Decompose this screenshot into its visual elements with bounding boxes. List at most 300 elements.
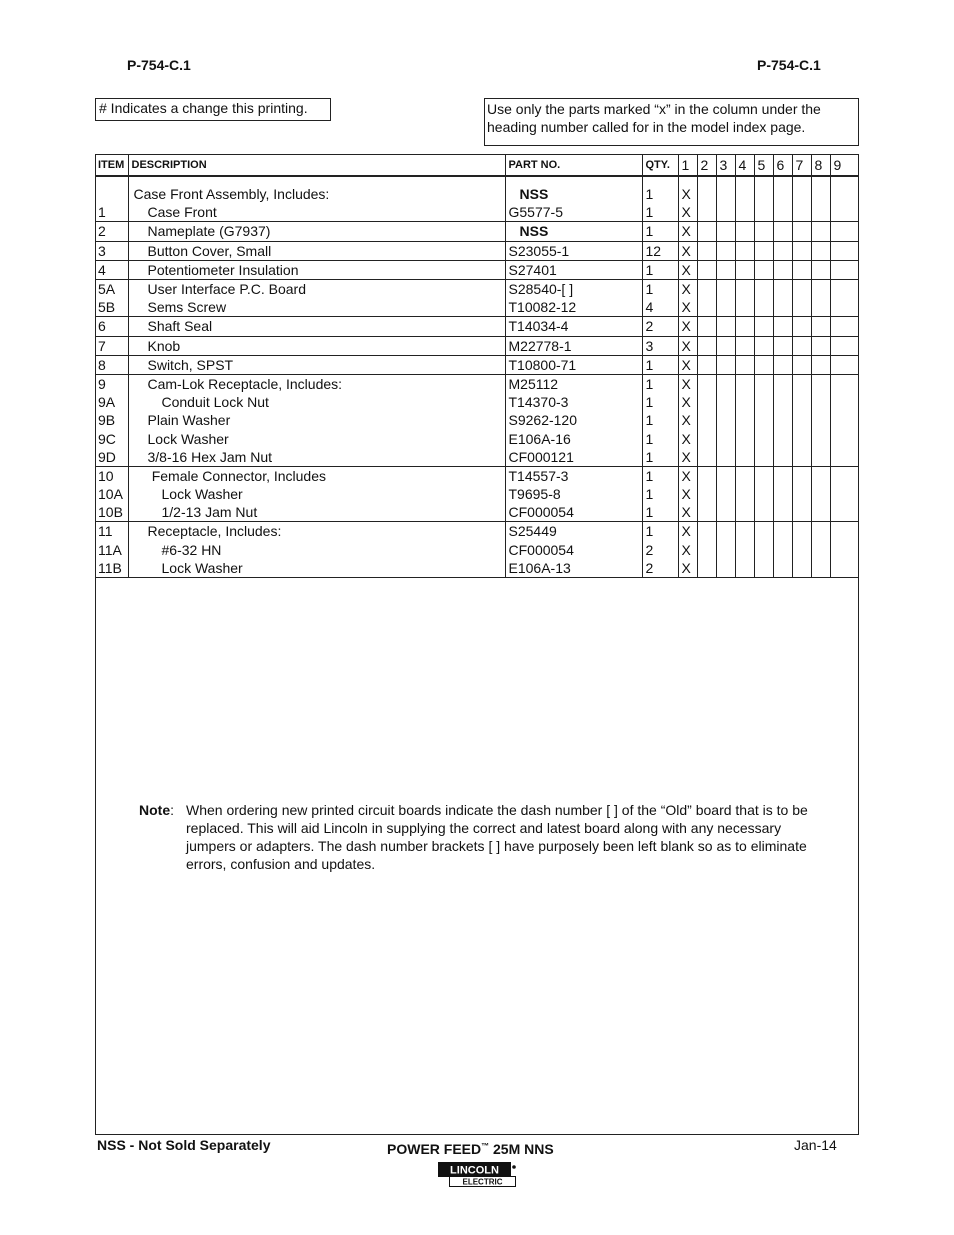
spacer-row (95, 176, 859, 185)
quantity: 4 (642, 298, 678, 317)
model-8-mark (811, 298, 830, 317)
model-6-mark (773, 393, 792, 411)
item-number: 5B (95, 298, 128, 317)
item-number: 9C (95, 429, 128, 447)
model-6-mark (773, 241, 792, 260)
header-qty: QTY. (642, 154, 678, 176)
part-number: S23055-1 (505, 241, 642, 260)
model-5-mark (754, 429, 773, 447)
model-5-mark (754, 203, 773, 222)
model-6-mark (773, 203, 792, 222)
model-7-mark (792, 503, 811, 522)
model-7-mark (792, 485, 811, 503)
item-number: 5A (95, 279, 128, 298)
part-number: T9695-8 (505, 485, 642, 503)
model-3-mark (716, 466, 735, 485)
item-description: Case Front Assembly, Includes: (128, 185, 505, 203)
model-5-mark (754, 317, 773, 336)
table-row (95, 466, 859, 485)
model-8-mark (811, 559, 830, 578)
model-5-mark (754, 466, 773, 485)
model-1-mark: X (678, 393, 697, 411)
table-row (95, 222, 859, 241)
quantity: 2 (642, 317, 678, 336)
model-5-mark (754, 411, 773, 429)
model-6-mark (773, 503, 792, 522)
table-row (95, 317, 859, 336)
quantity: 1 (642, 485, 678, 503)
item-number: 10 (95, 466, 128, 485)
model-3-mark (716, 203, 735, 222)
model-1-mark: X (678, 374, 697, 393)
model-6-mark (773, 411, 792, 429)
table-row (95, 374, 859, 393)
usage-notice: Use only the parts marked “x” in the column under the heading number called for in the model index page. (484, 98, 859, 146)
model-5-mark (754, 298, 773, 317)
item-description: Cam-Lok Receptacle, Includes: (128, 374, 505, 393)
svg-text:LINCOLN: LINCOLN (450, 1164, 499, 1177)
item-description: Receptacle, Includes: (128, 522, 505, 541)
table-row (95, 279, 859, 298)
model-1-mark: X (678, 317, 697, 336)
quantity: 1 (642, 279, 678, 298)
part-number: T10082-12 (505, 298, 642, 317)
model-8-mark (811, 522, 830, 541)
quantity: 2 (642, 559, 678, 578)
note-block (139, 801, 819, 872)
part-number: M25112 (505, 374, 642, 393)
model-7-mark (792, 411, 811, 429)
model-3-mark (716, 393, 735, 411)
quantity: 1 (642, 448, 678, 467)
table-row (95, 355, 859, 374)
model-7-mark (792, 336, 811, 355)
model-5-mark (754, 241, 773, 260)
item-description: 3/8-16 Hex Jam Nut (128, 448, 505, 467)
model-3-mark (716, 336, 735, 355)
model-8-mark (811, 393, 830, 411)
model-3-mark (716, 522, 735, 541)
model-3-mark (716, 279, 735, 298)
table-row (95, 336, 859, 355)
model-4-mark (735, 203, 754, 222)
model-9-mark (830, 411, 859, 429)
header-description: DESCRIPTION (128, 154, 505, 176)
model-1-mark: X (678, 485, 697, 503)
model-7-mark (792, 222, 811, 241)
model-5-mark (754, 374, 773, 393)
model-2-mark (697, 260, 716, 279)
item-number: 9 (95, 374, 128, 393)
quantity: 1 (642, 393, 678, 411)
model-2-mark (697, 411, 716, 429)
model-9-mark (830, 336, 859, 355)
model-8-mark (811, 448, 830, 467)
part-number: CF000054 (505, 503, 642, 522)
model-1-mark: X (678, 522, 697, 541)
model-8-mark (811, 317, 830, 336)
model-2-mark (697, 522, 716, 541)
model-9-mark (830, 279, 859, 298)
model-2-mark (697, 298, 716, 317)
table-row (95, 260, 859, 279)
model-3-mark (716, 503, 735, 522)
header-model-1: 1 (678, 154, 697, 176)
header-model-4: 4 (735, 154, 754, 176)
item-number: 3 (95, 241, 128, 260)
model-4-mark (735, 317, 754, 336)
model-2-mark (697, 203, 716, 222)
model-3-mark (716, 317, 735, 336)
item-number: 9B (95, 411, 128, 429)
item-description: Shaft Seal (128, 317, 505, 336)
table-row (95, 429, 859, 447)
model-1-mark: X (678, 466, 697, 485)
header-item: ITEM (95, 154, 128, 176)
item-number: 9D (95, 448, 128, 467)
part-number: T14557-3 (505, 466, 642, 485)
model-7-mark (792, 241, 811, 260)
quantity: 1 (642, 466, 678, 485)
model-3-mark (716, 222, 735, 241)
model-1-mark: X (678, 559, 697, 578)
quantity: 1 (642, 429, 678, 447)
model-2-mark (697, 503, 716, 522)
part-number: T10800-71 (505, 355, 642, 374)
model-9-mark (830, 298, 859, 317)
footer-nss-legend: NSS - Not Sold Separately (97, 1137, 271, 1153)
model-4-mark (735, 241, 754, 260)
item-description: User Interface P.C. Board (128, 279, 505, 298)
model-8-mark (811, 466, 830, 485)
part-number: T14370-3 (505, 393, 642, 411)
part-number: S28540-[ ] (505, 279, 642, 298)
model-8-mark (811, 222, 830, 241)
model-7-mark (792, 355, 811, 374)
model-8-mark (811, 336, 830, 355)
model-6-mark (773, 222, 792, 241)
model-1-mark: X (678, 298, 697, 317)
item-description: Nameplate (G7937) (128, 222, 505, 241)
item-description: Lock Washer (128, 485, 505, 503)
model-9-mark (830, 203, 859, 222)
item-description: Button Cover, Small (128, 241, 505, 260)
model-1-mark: X (678, 185, 697, 203)
note-text: When ordering new printed circuit boards indicate the dash number [ ] of the “Old” board that is to be replaced. This will aid Lincoln in supplying the correct and latest board along with any necessary jumpers or adapters. The dash number brackets [ ] have purposely been left blank so as to eliminate errors, confusion and updates. (186, 802, 808, 872)
part-number: NSS (505, 185, 642, 203)
model-4-mark (735, 559, 754, 578)
model-3-mark (716, 448, 735, 467)
item-number: 8 (95, 355, 128, 374)
model-5-mark (754, 279, 773, 298)
table-row (95, 522, 859, 541)
item-description: Conduit Lock Nut (128, 393, 505, 411)
quantity: 2 (642, 541, 678, 559)
model-9-mark (830, 317, 859, 336)
model-2-mark (697, 429, 716, 447)
model-4-mark (735, 448, 754, 467)
model-9-mark (830, 241, 859, 260)
table-row (95, 203, 859, 222)
item-number (95, 185, 128, 203)
model-6-mark (773, 185, 792, 203)
model-1-mark: X (678, 541, 697, 559)
model-4-mark (735, 355, 754, 374)
model-8-mark (811, 260, 830, 279)
quantity: 1 (642, 185, 678, 203)
part-number: S9262-120 (505, 411, 642, 429)
model-9-mark (830, 185, 859, 203)
model-5-mark (754, 559, 773, 578)
quantity: 1 (642, 522, 678, 541)
table-row (95, 298, 859, 317)
model-8-mark (811, 503, 830, 522)
model-4-mark (735, 336, 754, 355)
table-row (95, 503, 859, 522)
model-9-mark (830, 374, 859, 393)
model-3-mark (716, 411, 735, 429)
model-1-mark: X (678, 503, 697, 522)
model-8-mark (811, 411, 830, 429)
model-4-mark (735, 222, 754, 241)
item-description: 1/2-13 Jam Nut (128, 503, 505, 522)
model-5-mark (754, 260, 773, 279)
quantity: 12 (642, 241, 678, 260)
model-5-mark (754, 448, 773, 467)
item-number: 10B (95, 503, 128, 522)
model-9-mark (830, 355, 859, 374)
item-description: Potentiometer Insulation (128, 260, 505, 279)
part-number: E106A-13 (505, 559, 642, 578)
model-2-mark (697, 448, 716, 467)
model-7-mark (792, 374, 811, 393)
model-1-mark: X (678, 279, 697, 298)
model-2-mark (697, 317, 716, 336)
model-8-mark (811, 374, 830, 393)
model-6-mark (773, 336, 792, 355)
model-5-mark (754, 185, 773, 203)
model-3-mark (716, 260, 735, 279)
header-part-no: PART NO. (505, 154, 642, 176)
model-6-mark (773, 317, 792, 336)
note-label: Note: (139, 802, 175, 818)
model-6-mark (773, 355, 792, 374)
model-1-mark: X (678, 429, 697, 447)
model-8-mark (811, 541, 830, 559)
model-7-mark (792, 393, 811, 411)
model-1-mark: X (678, 260, 697, 279)
model-8-mark (811, 203, 830, 222)
model-2-mark (697, 336, 716, 355)
model-7-mark (792, 541, 811, 559)
model-5-mark (754, 503, 773, 522)
model-2-mark (697, 185, 716, 203)
model-9-mark (830, 485, 859, 503)
model-7-mark (792, 448, 811, 467)
item-number: 7 (95, 336, 128, 355)
header-model-9: 9 (830, 154, 859, 176)
model-5-mark (754, 485, 773, 503)
parts-table-body (95, 176, 859, 577)
model-5-mark (754, 541, 773, 559)
table-row (95, 185, 859, 203)
parts-table (95, 154, 859, 578)
model-7-mark (792, 429, 811, 447)
model-4-mark (735, 503, 754, 522)
model-7-mark (792, 279, 811, 298)
model-6-mark (773, 559, 792, 578)
model-1-mark: X (678, 411, 697, 429)
lincoln-electric-logo (438, 1162, 516, 1188)
model-2-mark (697, 374, 716, 393)
model-6-mark (773, 279, 792, 298)
model-7-mark (792, 298, 811, 317)
quantity: 1 (642, 411, 678, 429)
quantity: 1 (642, 503, 678, 522)
change-notice: # Indicates a change this printing. (95, 98, 331, 121)
item-description: Lock Washer (128, 429, 505, 447)
quantity: 1 (642, 222, 678, 241)
model-9-mark (830, 260, 859, 279)
header-model-5: 5 (754, 154, 773, 176)
model-7-mark (792, 559, 811, 578)
table-row (95, 411, 859, 429)
model-1-mark: X (678, 203, 697, 222)
part-number: E106A-16 (505, 429, 642, 447)
model-2-mark (697, 222, 716, 241)
part-number: T14034-4 (505, 317, 642, 336)
item-number: 1 (95, 203, 128, 222)
model-6-mark (773, 466, 792, 485)
part-number: NSS (505, 222, 642, 241)
item-number: 9A (95, 393, 128, 411)
model-4-mark (735, 279, 754, 298)
page-code-left: P-754-C.1 (127, 57, 191, 73)
model-2-mark (697, 541, 716, 559)
model-9-mark (830, 222, 859, 241)
model-8-mark (811, 355, 830, 374)
table-row (95, 393, 859, 411)
table-row (95, 559, 859, 578)
item-number: 4 (95, 260, 128, 279)
model-7-mark (792, 185, 811, 203)
model-2-mark (697, 355, 716, 374)
quantity: 1 (642, 203, 678, 222)
quantity: 1 (642, 260, 678, 279)
item-description: Plain Washer (128, 411, 505, 429)
model-4-mark (735, 260, 754, 279)
model-3-mark (716, 298, 735, 317)
part-number: M22778-1 (505, 336, 642, 355)
model-3-mark (716, 355, 735, 374)
model-3-mark (716, 241, 735, 260)
model-4-mark (735, 185, 754, 203)
footer-date: Jan-14 (794, 1137, 837, 1153)
model-4-mark (735, 485, 754, 503)
item-description: Sems Screw (128, 298, 505, 317)
model-7-mark (792, 260, 811, 279)
item-number: 11 (95, 522, 128, 541)
model-6-mark (773, 522, 792, 541)
model-5-mark (754, 222, 773, 241)
model-8-mark (811, 485, 830, 503)
table-row (95, 485, 859, 503)
model-6-mark (773, 429, 792, 447)
model-3-mark (716, 374, 735, 393)
model-2-mark (697, 559, 716, 578)
svg-text:ELECTRIC: ELECTRIC (462, 1177, 503, 1187)
model-8-mark (811, 279, 830, 298)
model-9-mark (830, 559, 859, 578)
model-3-mark (716, 559, 735, 578)
item-description: #6-32 HN (128, 541, 505, 559)
item-number: 11A (95, 541, 128, 559)
item-number: 11B (95, 559, 128, 578)
part-number: S27401 (505, 260, 642, 279)
model-9-mark (830, 541, 859, 559)
model-6-mark (773, 298, 792, 317)
item-description: Female Connector, Includes (128, 466, 505, 485)
model-5-mark (754, 336, 773, 355)
model-1-mark: X (678, 448, 697, 467)
model-2-mark (697, 485, 716, 503)
model-9-mark (830, 503, 859, 522)
model-3-mark (716, 429, 735, 447)
quantity: 1 (642, 355, 678, 374)
model-2-mark (697, 241, 716, 260)
model-8-mark (811, 185, 830, 203)
part-number: S25449 (505, 522, 642, 541)
model-9-mark (830, 448, 859, 467)
model-3-mark (716, 541, 735, 559)
model-6-mark (773, 541, 792, 559)
header-model-8: 8 (811, 154, 830, 176)
part-number: CF000121 (505, 448, 642, 467)
item-number: 2 (95, 222, 128, 241)
model-4-mark (735, 298, 754, 317)
model-6-mark (773, 260, 792, 279)
model-6-mark (773, 485, 792, 503)
model-5-mark (754, 355, 773, 374)
table-row (95, 241, 859, 260)
item-description: Case Front (128, 203, 505, 222)
model-7-mark (792, 466, 811, 485)
table-header-row (95, 154, 859, 176)
part-number: CF000054 (505, 541, 642, 559)
model-7-mark (792, 522, 811, 541)
model-2-mark (697, 279, 716, 298)
model-1-mark: X (678, 241, 697, 260)
model-4-mark (735, 466, 754, 485)
model-9-mark (830, 466, 859, 485)
model-6-mark (773, 374, 792, 393)
item-description: Lock Washer (128, 559, 505, 578)
table-row (95, 541, 859, 559)
header-model-2: 2 (697, 154, 716, 176)
part-number: G5577-5 (505, 203, 642, 222)
item-number: 6 (95, 317, 128, 336)
model-5-mark (754, 393, 773, 411)
header-model-6: 6 (773, 154, 792, 176)
model-2-mark (697, 466, 716, 485)
model-3-mark (716, 185, 735, 203)
quantity: 3 (642, 336, 678, 355)
model-4-mark (735, 393, 754, 411)
model-7-mark (792, 203, 811, 222)
model-9-mark (830, 522, 859, 541)
table-row (95, 448, 859, 467)
item-number: 10A (95, 485, 128, 503)
